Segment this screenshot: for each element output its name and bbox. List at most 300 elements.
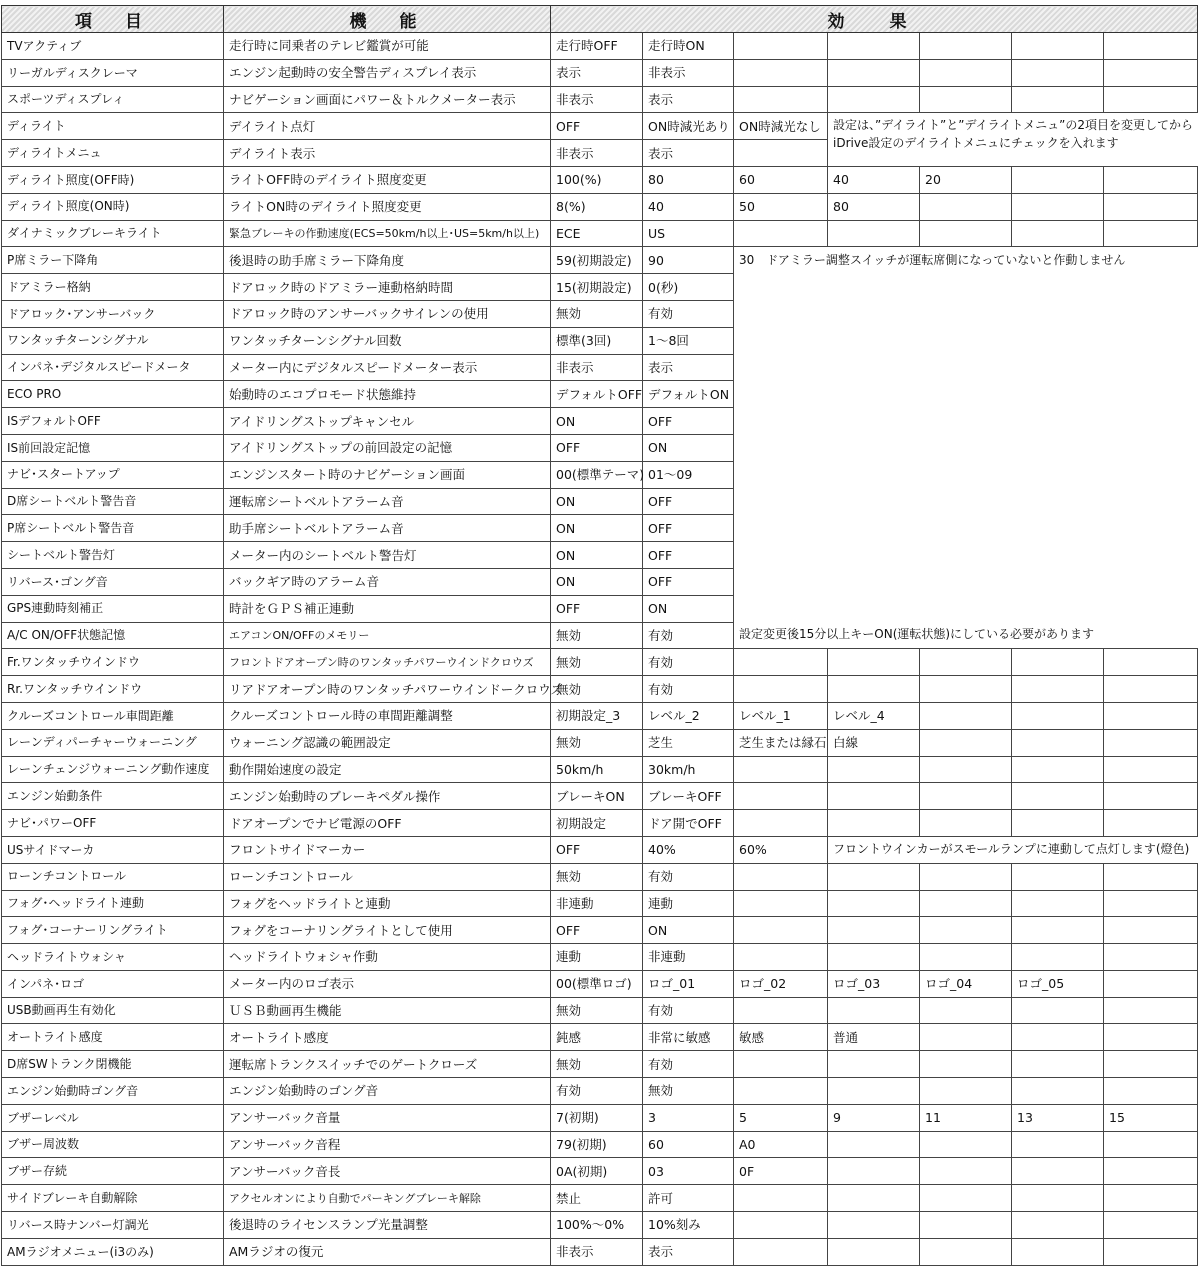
function-cell: 後退時のライセンスランプ光量調整 — [224, 1212, 551, 1239]
empty-cell — [920, 1158, 1012, 1185]
empty-cell — [828, 220, 920, 247]
function-cell: ドアロック時のアンサーバックサイレンの使用 — [224, 300, 551, 327]
item-cell: インパネ･デジタルスピードメータ — [2, 354, 224, 381]
table-row — [2, 274, 1198, 301]
empty-cell — [1012, 729, 1104, 756]
item-cell: Fr.ワンタッチウインドウ — [2, 649, 224, 676]
function-cell: AMラジオの復元 — [224, 1238, 551, 1265]
empty-cell — [920, 1238, 1012, 1265]
empty-cell — [734, 649, 828, 676]
empty-cell — [920, 729, 1012, 756]
empty-cell — [920, 1078, 1012, 1105]
empty-cell — [828, 1212, 920, 1239]
value-cell: 有効 — [643, 1051, 734, 1078]
value-cell: 00(標準テーマ) — [551, 461, 643, 488]
settings-table — [1, 5, 1198, 1266]
table-row — [2, 970, 1198, 997]
value-cell: 走行時OFF — [551, 33, 643, 60]
value-cell: レベル_4 — [828, 702, 920, 729]
table-row — [2, 702, 1198, 729]
value-cell: OFF — [643, 408, 734, 435]
item-cell: ブザー存続 — [2, 1158, 224, 1185]
value-cell: 鈍感 — [551, 1024, 643, 1051]
empty-cell — [1104, 1185, 1198, 1212]
empty-cell — [734, 86, 828, 113]
value-cell: US — [643, 220, 734, 247]
table-row — [2, 1078, 1198, 1105]
empty-cell — [828, 33, 920, 60]
table-row — [2, 86, 1198, 113]
value-cell: 60 — [734, 166, 828, 193]
value-cell: 有効 — [643, 622, 734, 649]
item-cell: ECO PRO — [2, 381, 224, 408]
empty-cell — [1012, 86, 1104, 113]
value-cell: 90 — [643, 247, 734, 274]
value-cell: 許可 — [643, 1185, 734, 1212]
function-cell: 助手席シートベルトアラーム音 — [224, 515, 551, 542]
function-cell: アクセルオンにより自動でパーキングブレーキ解除 — [224, 1185, 551, 1212]
table-row — [2, 622, 1198, 649]
value-cell: 100%～0% — [551, 1212, 643, 1239]
empty-cell — [734, 1212, 828, 1239]
empty-cell — [828, 1158, 920, 1185]
value-cell: 15(初期設定) — [551, 274, 643, 301]
value-cell: 非表示 — [551, 86, 643, 113]
item-cell: A/C ON/OFF状態記憶 — [2, 622, 224, 649]
function-cell: デイライト表示 — [224, 140, 551, 167]
item-cell: TVアクティブ — [2, 33, 224, 60]
value-cell: 無効 — [551, 997, 643, 1024]
function-cell: アイドリングストップキャンセル — [224, 408, 551, 435]
note-cell: フロントウインカーがスモールランプに連動して点灯します(燈色) — [833, 842, 1190, 857]
value-cell: 03 — [643, 1158, 734, 1185]
empty-cell — [734, 33, 828, 60]
table-row — [2, 193, 1198, 220]
value-cell: 表示 — [551, 59, 643, 86]
value-cell: 40 — [643, 193, 734, 220]
empty-cell — [828, 917, 920, 944]
empty-cell — [1012, 997, 1104, 1024]
empty-cell — [734, 676, 828, 703]
empty-cell — [828, 1185, 920, 1212]
item-cell: リーガルディスクレーマ — [2, 59, 224, 86]
empty-cell — [1012, 1078, 1104, 1105]
item-cell: P席シートベルト警告音 — [2, 515, 224, 542]
empty-cell — [734, 1185, 828, 1212]
empty-cell — [828, 59, 920, 86]
empty-cell — [734, 59, 828, 86]
item-cell: ブザーレベル — [2, 1104, 224, 1131]
item-cell: クルーズコントロール車間距離 — [2, 702, 224, 729]
empty-cell — [1104, 702, 1198, 729]
item-cell: ディライト照度(OFF時) — [2, 166, 224, 193]
value-cell: 有効 — [643, 649, 734, 676]
value-cell: 00(標準ロゴ) — [551, 970, 643, 997]
function-cell: フロントドアオープン時のワンタッチパワーウインドクロウズ — [224, 649, 551, 676]
value-cell: 無効 — [551, 300, 643, 327]
value-cell: ブレーキON — [551, 783, 643, 810]
function-cell: リアドアオープン時のワンタッチパワーウインドークロウズ — [224, 676, 551, 703]
function-cell: ＵＳＢ動画再生機能 — [224, 997, 551, 1024]
empty-cell — [920, 1131, 1012, 1158]
empty-cell — [1104, 33, 1198, 60]
empty-cell — [920, 890, 1012, 917]
item-cell: ドアロック･アンサーバック — [2, 300, 224, 327]
value-cell: 非表示 — [551, 354, 643, 381]
value-cell: ロゴ_05 — [1012, 970, 1104, 997]
empty-cell — [828, 86, 920, 113]
table-row — [2, 1158, 1198, 1185]
table-row — [2, 1131, 1198, 1158]
table-row — [2, 756, 1198, 783]
value-cell: OFF — [551, 836, 643, 863]
item-cell: D席シートベルト警告音 — [2, 488, 224, 515]
item-cell: エンジン始動条件 — [2, 783, 224, 810]
value-cell: 0F — [734, 1158, 828, 1185]
value-cell: 0(秒) — [643, 274, 734, 301]
table-row — [2, 166, 1198, 193]
empty-cell — [828, 863, 920, 890]
table-row — [2, 220, 1198, 247]
item-cell: シートベルト警告灯 — [2, 542, 224, 569]
item-cell: エンジン始動時ゴング音 — [2, 1078, 224, 1105]
value-cell: OFF — [551, 113, 643, 140]
empty-cell — [828, 783, 920, 810]
empty-cell — [734, 863, 828, 890]
function-cell: フォグをコーナリングライトとして使用 — [224, 917, 551, 944]
empty-cell — [734, 917, 828, 944]
value-cell: 01～09 — [643, 461, 734, 488]
empty-cell — [1012, 783, 1104, 810]
function-cell: エンジン始動時のブレーキペダル操作 — [224, 783, 551, 810]
value-cell: 59(初期設定) — [551, 247, 643, 274]
value-cell: 1～8回 — [643, 327, 734, 354]
function-cell: フロントサイドマーカー — [224, 836, 551, 863]
value-cell: OFF — [551, 917, 643, 944]
function-cell: ヘッドライトウォシャ作動 — [224, 944, 551, 971]
empty-cell — [734, 890, 828, 917]
header-item: 項 目 — [2, 6, 224, 33]
empty-cell — [734, 220, 828, 247]
function-cell: アンサーバック音長 — [224, 1158, 551, 1185]
header-function: 機 能 — [224, 6, 551, 33]
empty-cell — [1104, 1024, 1198, 1051]
item-cell: リバース時ナンバー灯調光 — [2, 1212, 224, 1239]
empty-cell — [920, 810, 1012, 837]
empty-cell — [1104, 220, 1198, 247]
function-cell: ドアオープンでナビ電源のOFF — [224, 810, 551, 837]
value-cell: 3 — [643, 1104, 734, 1131]
value-cell: 走行時ON — [643, 33, 734, 60]
table-row — [2, 1104, 1198, 1131]
value-cell: 普通 — [828, 1024, 920, 1051]
function-cell: エアコンON/OFFのメモリー — [224, 622, 551, 649]
table-row — [2, 649, 1198, 676]
empty-cell — [1104, 1212, 1198, 1239]
value-cell: ドア開でOFF — [643, 810, 734, 837]
empty-cell — [734, 944, 828, 971]
empty-cell — [920, 86, 1012, 113]
empty-cell — [828, 1078, 920, 1105]
value-cell: ON — [643, 595, 734, 622]
value-cell: 禁止 — [551, 1185, 643, 1212]
function-cell: ドアロック時のドアミラー連動格納時間 — [224, 274, 551, 301]
empty-cell — [1012, 890, 1104, 917]
item-cell: P席ミラー下降角 — [2, 247, 224, 274]
value-cell: ブレーキOFF — [643, 783, 734, 810]
empty-cell — [1012, 166, 1104, 193]
table-row — [2, 944, 1198, 971]
empty-cell — [920, 1051, 1012, 1078]
item-cell: レーンディパーチャーウォーニング — [2, 729, 224, 756]
note-cell: 30 ドアミラー調整スイッチが運転席側になっていないと作動しません — [739, 252, 1126, 267]
function-cell: 走行時に同乗者のテレビ鑑賞が可能 — [224, 33, 551, 60]
table-row — [2, 1185, 1198, 1212]
empty-cell — [1012, 1051, 1104, 1078]
empty-cell — [828, 890, 920, 917]
table-row — [2, 810, 1198, 837]
value-cell: 白線 — [828, 729, 920, 756]
item-cell: レーンチェンジウォーニング動作速度 — [2, 756, 224, 783]
item-cell: ディライト — [2, 113, 224, 140]
function-cell: エンジン始動時のゴング音 — [224, 1078, 551, 1105]
value-cell: 無効 — [551, 1051, 643, 1078]
note-cell: 設定変更後15分以上キーON(運転状態)にしている必要があります — [739, 627, 1095, 642]
function-cell: ワンタッチターンシグナル回数 — [224, 327, 551, 354]
value-cell: OFF — [643, 488, 734, 515]
value-cell: 表示 — [643, 1238, 734, 1265]
empty-cell — [1104, 756, 1198, 783]
value-cell: レベル_1 — [734, 702, 828, 729]
empty-cell — [1104, 676, 1198, 703]
table-row — [2, 890, 1198, 917]
item-cell: ワンタッチターンシグナル — [2, 327, 224, 354]
value-cell: ロゴ_04 — [920, 970, 1012, 997]
item-cell: Rr.ワンタッチウインドウ — [2, 676, 224, 703]
value-cell: OFF — [551, 595, 643, 622]
table-row — [2, 729, 1198, 756]
value-cell: 5 — [734, 1104, 828, 1131]
empty-cell — [920, 649, 1012, 676]
item-cell: AMラジオメニュー(i3のみ) — [2, 1238, 224, 1265]
value-cell: 無効 — [551, 676, 643, 703]
value-cell: 9 — [828, 1104, 920, 1131]
value-cell: ON — [643, 917, 734, 944]
empty-cell — [920, 193, 1012, 220]
empty-cell — [1012, 676, 1104, 703]
value-cell: ロゴ_03 — [828, 970, 920, 997]
empty-cell — [920, 220, 1012, 247]
empty-cell — [920, 756, 1012, 783]
empty-cell — [1104, 86, 1198, 113]
value-cell: 8(%) — [551, 193, 643, 220]
empty-cell — [1012, 1238, 1104, 1265]
value-cell: 無効 — [551, 863, 643, 890]
item-cell: フォグ･ヘッドライト連動 — [2, 890, 224, 917]
blank-area — [734, 274, 1198, 622]
item-cell: リバース･ゴング音 — [2, 568, 224, 595]
item-cell: ディライト照度(ON時) — [2, 193, 224, 220]
item-cell: USサイドマーカ — [2, 836, 224, 863]
table-row — [2, 836, 1198, 863]
value-cell: ON — [551, 515, 643, 542]
function-cell: メーター内にデジタルスピードメーター表示 — [224, 354, 551, 381]
value-cell: OFF — [643, 515, 734, 542]
empty-cell — [1104, 917, 1198, 944]
value-cell: OFF — [551, 434, 643, 461]
value-cell: 初期設定 — [551, 810, 643, 837]
empty-cell — [734, 783, 828, 810]
empty-cell — [1012, 863, 1104, 890]
empty-cell — [1012, 33, 1104, 60]
empty-cell — [1012, 193, 1104, 220]
value-cell: 初期設定_3 — [551, 702, 643, 729]
value-cell: ON — [551, 542, 643, 569]
empty-cell — [920, 1212, 1012, 1239]
value-cell: 20 — [920, 166, 1012, 193]
value-cell: ON — [643, 434, 734, 461]
function-cell: 始動時のエコプロモード状態維持 — [224, 381, 551, 408]
item-cell: オートライト感度 — [2, 1024, 224, 1051]
empty-cell — [1104, 1051, 1198, 1078]
value-cell: 15 — [1104, 1104, 1198, 1131]
value-cell: 50 — [734, 193, 828, 220]
empty-cell — [828, 756, 920, 783]
item-cell: ドアミラー格納 — [2, 274, 224, 301]
value-cell: 50km/h — [551, 756, 643, 783]
empty-cell — [1012, 1158, 1104, 1185]
item-cell: IS前回設定記憶 — [2, 434, 224, 461]
empty-cell — [1012, 917, 1104, 944]
empty-cell — [1104, 863, 1198, 890]
table-row — [2, 783, 1198, 810]
value-cell: 13 — [1012, 1104, 1104, 1131]
empty-cell — [1104, 997, 1198, 1024]
value-cell: 標準(3回) — [551, 327, 643, 354]
empty-cell — [1012, 59, 1104, 86]
function-cell: ローンチコントロール — [224, 863, 551, 890]
value-cell: 非表示 — [551, 1238, 643, 1265]
function-cell: ライトON時のデイライト照度変更 — [224, 193, 551, 220]
value-cell: 80 — [643, 166, 734, 193]
function-cell: アイドリングストップの前回設定の記憶 — [224, 434, 551, 461]
empty-cell — [920, 59, 1012, 86]
value-cell: 30km/h — [643, 756, 734, 783]
function-cell: アンサーバック音量 — [224, 1104, 551, 1131]
function-cell: 運転席トランクスイッチでのゲートクローズ — [224, 1051, 551, 1078]
item-cell: ブザー周波数 — [2, 1131, 224, 1158]
empty-cell — [1012, 1185, 1104, 1212]
function-cell: エンジンスタート時のナビゲーション画面 — [224, 461, 551, 488]
value-cell: ON時減光なし — [734, 113, 828, 140]
value-cell: 有効 — [551, 1078, 643, 1105]
item-cell: ディライトメニュ — [2, 140, 224, 167]
function-cell: クルーズコントロール時の車間距離調整 — [224, 702, 551, 729]
table-row — [2, 247, 1198, 274]
empty-cell — [734, 997, 828, 1024]
empty-cell — [1104, 810, 1198, 837]
value-cell: ロゴ_02 — [734, 970, 828, 997]
value-cell: 40 — [828, 166, 920, 193]
function-cell: 時計をＧＰＳ補正連動 — [224, 595, 551, 622]
value-cell: 芝生 — [643, 729, 734, 756]
function-cell: 動作開始速度の設定 — [224, 756, 551, 783]
empty-cell — [920, 944, 1012, 971]
item-cell: USB動画再生有効化 — [2, 997, 224, 1024]
value-cell: 0A(初期) — [551, 1158, 643, 1185]
item-cell: サイドブレーキ自動解除 — [2, 1185, 224, 1212]
empty-cell — [1012, 1212, 1104, 1239]
function-cell: エンジン起動時の安全警告ディスプレイ表示 — [224, 59, 551, 86]
value-cell: 60% — [734, 836, 828, 863]
value-cell: 表示 — [643, 140, 734, 167]
empty-cell — [734, 1051, 828, 1078]
table-row — [2, 997, 1198, 1024]
value-cell: 表示 — [643, 86, 734, 113]
table-row — [2, 1024, 1198, 1051]
empty-cell — [1012, 1131, 1104, 1158]
function-cell: デイライト点灯 — [224, 113, 551, 140]
empty-cell — [734, 1078, 828, 1105]
value-cell: 有効 — [643, 863, 734, 890]
empty-cell — [1104, 1131, 1198, 1158]
item-cell: ダイナミックブレーキライト — [2, 220, 224, 247]
empty-cell — [1104, 1238, 1198, 1265]
empty-cell — [1104, 944, 1198, 971]
empty-cell — [1104, 970, 1198, 997]
empty-cell — [1104, 166, 1198, 193]
empty-cell — [1012, 702, 1104, 729]
table-row — [2, 1051, 1198, 1078]
item-cell: ナビ･スタートアップ — [2, 461, 224, 488]
table-row — [2, 1238, 1198, 1265]
function-cell: ライトOFF時のデイライト照度変更 — [224, 166, 551, 193]
item-cell: GPS連動時刻補正 — [2, 595, 224, 622]
function-cell: 緊急ブレーキの作動速度(ECS=50km/h以上･US=5km/h以上) — [224, 220, 551, 247]
item-cell: インパネ･ロゴ — [2, 970, 224, 997]
table-row — [2, 33, 1198, 60]
header-row — [2, 6, 1198, 33]
value-cell: A0 — [734, 1131, 828, 1158]
empty-cell — [828, 997, 920, 1024]
value-cell: 無効 — [643, 1078, 734, 1105]
value-cell: 敏感 — [734, 1024, 828, 1051]
value-cell: ON — [551, 568, 643, 595]
empty-cell — [1012, 944, 1104, 971]
item-cell: D席SWトランク閉機能 — [2, 1051, 224, 1078]
empty-cell — [1012, 756, 1104, 783]
value-cell: 79(初期) — [551, 1131, 643, 1158]
empty-cell — [1104, 890, 1198, 917]
empty-cell — [1104, 1078, 1198, 1105]
table-row — [2, 113, 1198, 140]
empty-cell — [828, 1051, 920, 1078]
value-cell: 表示 — [643, 354, 734, 381]
table-row — [2, 917, 1198, 944]
value-cell: デフォルトOFF — [551, 381, 643, 408]
table-row — [2, 863, 1198, 890]
table-body — [2, 33, 1198, 1266]
empty-cell — [734, 810, 828, 837]
empty-cell — [734, 140, 828, 167]
value-cell: 有効 — [643, 300, 734, 327]
empty-cell — [828, 810, 920, 837]
empty-cell — [1012, 649, 1104, 676]
empty-cell — [828, 676, 920, 703]
function-cell: バックギア時のアラーム音 — [224, 568, 551, 595]
function-cell: メーター内のロゴ表示 — [224, 970, 551, 997]
value-cell: 非連動 — [551, 890, 643, 917]
